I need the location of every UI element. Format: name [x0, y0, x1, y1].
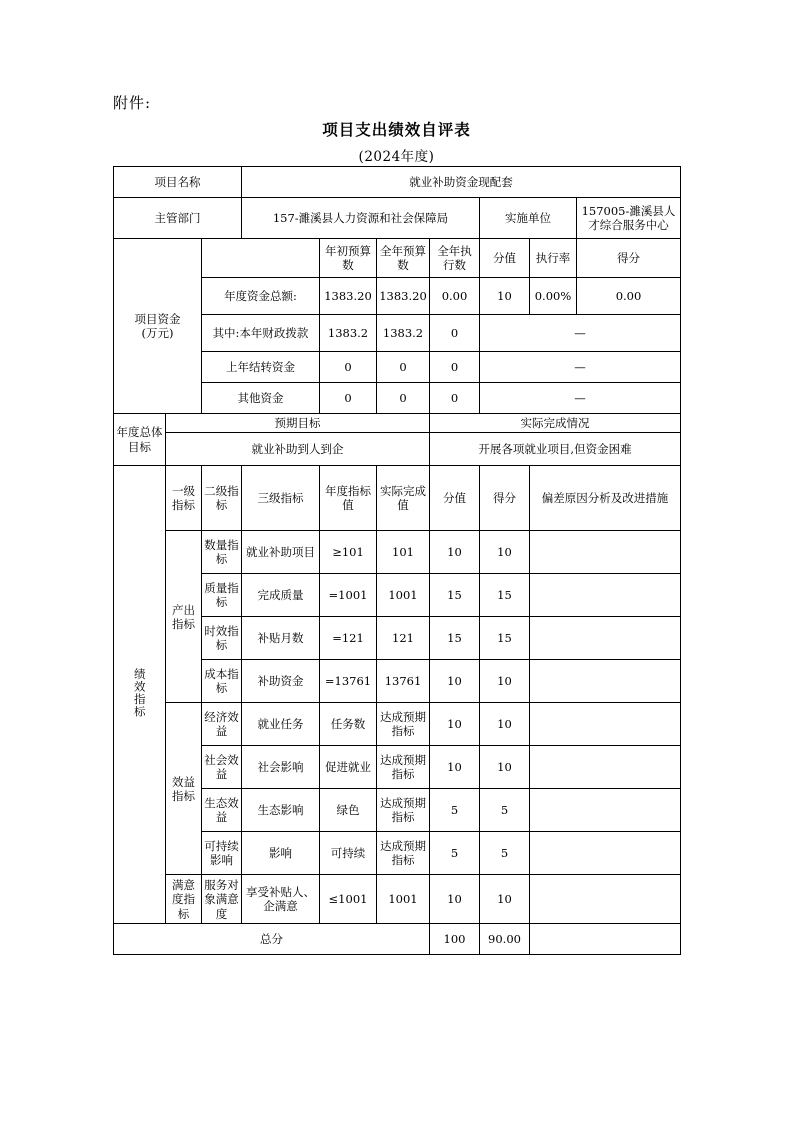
perf-header-note: 偏差原因分析及改进措施	[530, 466, 681, 531]
fund-row-exec-rate: 0.00%	[530, 278, 577, 315]
perf-actual: 13761	[377, 660, 430, 703]
fund-row-name: 年度资金总额:	[202, 278, 320, 315]
table-row-perf-item	[114, 875, 681, 924]
department-value: 157-濉溪县人力资源和社会保障局	[242, 198, 480, 239]
perf-note	[530, 832, 681, 875]
fund-row-name: 上年结转资金	[202, 352, 320, 383]
perf-note	[530, 574, 681, 617]
implementation-unit-label: 实施单位	[480, 198, 577, 239]
page-subtitle: (2024年度)	[358, 149, 435, 165]
perf-note	[530, 789, 681, 832]
perf-score: 5	[480, 832, 530, 875]
perf-target: =13761	[320, 660, 377, 703]
perf-level3: 享受补贴人、企满意	[242, 875, 320, 924]
perf-header-actual: 实际完成值	[377, 466, 430, 531]
fund-row-score-value: —	[480, 383, 681, 414]
perf-level3: 就业任务	[242, 703, 320, 746]
perf-level3: 影响	[242, 832, 320, 875]
perf-note	[530, 617, 681, 660]
table-row-project-name	[114, 167, 681, 198]
fund-row-year-budget: 0	[377, 352, 430, 383]
perf-note	[530, 531, 681, 574]
perf-score: 15	[480, 617, 530, 660]
perf-actual: 达成预期指标	[377, 746, 430, 789]
perf-weight: 10	[430, 875, 480, 924]
perf-weight: 10	[430, 660, 480, 703]
perf-level2: 可持续影响	[202, 832, 242, 875]
perf-score: 10	[480, 660, 530, 703]
perf-target: 任务数	[320, 703, 377, 746]
total-note	[530, 924, 681, 955]
perf-header-level3: 三级指标	[242, 466, 320, 531]
perf-header-level1: 一级指标	[166, 466, 202, 531]
perf-score: 10	[480, 531, 530, 574]
perf-weight: 15	[430, 574, 480, 617]
fund-row-score-value: —	[480, 352, 681, 383]
attachment-label: 附件:	[113, 94, 152, 112]
perf-target: =1001	[320, 574, 377, 617]
fund-header-begin-budget: 年初预算数	[320, 239, 377, 278]
fund-header-exec-rate: 执行率	[530, 239, 577, 278]
expected-goal-header: 预期目标	[166, 414, 430, 433]
perf-target: 促进就业	[320, 746, 377, 789]
funds-label-line2: (万元)	[141, 326, 174, 340]
perf-header-level2: 二级指标	[202, 466, 242, 531]
funds-label-line1: 项目资金	[134, 311, 181, 326]
fund-row-score-value: 10	[480, 278, 530, 315]
perf-actual: 1001	[377, 574, 430, 617]
perf-weight: 5	[430, 832, 480, 875]
perf-actual: 达成预期指标	[377, 703, 430, 746]
fund-row-begin-budget: 1383.20	[320, 278, 377, 315]
perf-score: 10	[480, 875, 530, 924]
fund-row-year-budget: 1383.2	[377, 315, 430, 352]
perf-score: 5	[480, 789, 530, 832]
perf-target: 可持续	[320, 832, 377, 875]
perf-target: ≥101	[320, 531, 377, 574]
performance-label	[114, 466, 166, 924]
fund-row-score-value: —	[480, 315, 681, 352]
perf-note	[530, 703, 681, 746]
table-row-perf-item	[114, 703, 681, 746]
perf-score: 10	[480, 703, 530, 746]
expected-goal-value: 就业补助到人到企	[166, 433, 430, 466]
annual-goal-label: 年度总体目标	[114, 414, 166, 466]
fund-header-score-value: 分值	[480, 239, 530, 278]
perf-actual: 101	[377, 531, 430, 574]
perf-level2: 经济效益	[202, 703, 242, 746]
fund-header-year-budget: 全年预算数	[377, 239, 430, 278]
fund-header-year-exec: 全年执行数	[430, 239, 480, 278]
table-row-perf-item	[114, 531, 681, 574]
fund-row-score: 0.00	[577, 278, 681, 315]
perf-weight: 5	[430, 789, 480, 832]
perf-level2: 数量指标	[202, 531, 242, 574]
perf-weight: 10	[430, 531, 480, 574]
performance-label-text: 绩效指标	[132, 668, 147, 719]
project-name-label: 项目名称	[114, 167, 242, 198]
perf-weight: 10	[430, 703, 480, 746]
perf-header-score: 得分	[480, 466, 530, 531]
fund-row-begin-budget: 1383.2	[320, 315, 377, 352]
fund-row-begin-budget: 0	[320, 352, 377, 383]
fund-row-name: 其他资金	[202, 383, 320, 414]
perf-header-target: 年度指标值	[320, 466, 377, 531]
table-row-fund-headers	[114, 239, 681, 278]
perf-actual: 达成预期指标	[377, 789, 430, 832]
table-row-department	[114, 198, 681, 239]
perf-score: 15	[480, 574, 530, 617]
perf-level2: 质量指标	[202, 574, 242, 617]
perf-note	[530, 746, 681, 789]
perf-actual: 1001	[377, 875, 430, 924]
perf-level3: 社会影响	[242, 746, 320, 789]
perf-level2: 成本指标	[202, 660, 242, 703]
perf-weight: 15	[430, 617, 480, 660]
fund-row-name: 其中:本年财政拨款	[202, 315, 320, 352]
project-name-value: 就业补助资金现配套	[242, 167, 681, 198]
perf-level3: 就业补助项目	[242, 531, 320, 574]
perf-weight: 10	[430, 746, 480, 789]
funds-label	[114, 239, 202, 414]
table-row-performance-headers	[114, 466, 681, 531]
perf-level3: 生态影响	[242, 789, 320, 832]
perf-level2: 生态效益	[202, 789, 242, 832]
fund-row-begin-budget: 0	[320, 383, 377, 414]
perf-score: 10	[480, 746, 530, 789]
perf-group-level1-benefit: 效益指标	[166, 703, 202, 875]
table-row-annual-goal-headers	[114, 414, 681, 433]
fund-header-blank	[202, 239, 320, 278]
fund-row-year-exec: 0	[430, 383, 480, 414]
actual-goal-header: 实际完成情况	[430, 414, 681, 433]
fund-row-year-exec: 0	[430, 315, 480, 352]
perf-group-level1-output: 产出指标	[166, 531, 202, 703]
perf-level3: 补贴月数	[242, 617, 320, 660]
perf-actual: 达成预期指标	[377, 832, 430, 875]
implementation-unit-value: 157005-濉溪县人才综合服务中心	[577, 198, 681, 239]
perf-level2: 时效指标	[202, 617, 242, 660]
table-row-annual-goal-values	[114, 433, 681, 466]
table-row-total	[114, 924, 681, 955]
performance-self-evaluation-table	[113, 166, 681, 955]
perf-target: ≤1001	[320, 875, 377, 924]
perf-level3: 补助资金	[242, 660, 320, 703]
fund-header-score: 得分	[577, 239, 681, 278]
department-label: 主管部门	[114, 198, 242, 239]
fund-row-year-exec: 0.00	[430, 278, 480, 315]
page-title: 项目支出绩效自评表	[322, 120, 471, 139]
perf-actual: 121	[377, 617, 430, 660]
total-score: 90.00	[480, 924, 530, 955]
fund-row-year-exec: 0	[430, 352, 480, 383]
perf-note	[530, 660, 681, 703]
perf-target: 绿色	[320, 789, 377, 832]
perf-group-level1-satisfaction: 满意度指标	[166, 875, 202, 924]
total-weight: 100	[430, 924, 480, 955]
total-label: 总分	[114, 924, 430, 955]
fund-row-year-budget: 1383.20	[377, 278, 430, 315]
perf-header-weight: 分值	[430, 466, 480, 531]
perf-level3: 完成质量	[242, 574, 320, 617]
perf-note	[530, 875, 681, 924]
fund-row-year-budget: 0	[377, 383, 430, 414]
perf-level2: 服务对象满意度	[202, 875, 242, 924]
actual-goal-value: 开展各项就业项目,但资金困难	[430, 433, 681, 466]
perf-level2: 社会效益	[202, 746, 242, 789]
perf-target: =121	[320, 617, 377, 660]
